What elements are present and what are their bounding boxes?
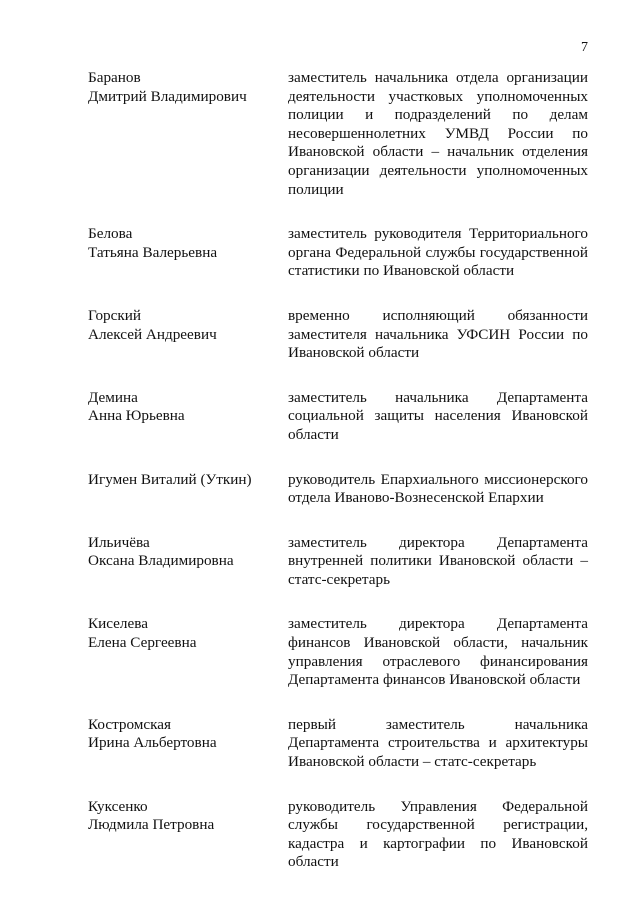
member-entry [88, 225, 588, 281]
member-given-names: Ирина Альбертовна [88, 734, 217, 752]
member-position: заместитель начальника Департамента социальной защиты населения Ивановской области [288, 388, 588, 443]
member-name [88, 798, 288, 872]
member-given-names: Алексей Андреевич [88, 325, 217, 343]
member-given-names: Дмитрий Владимирович [88, 87, 247, 105]
member-name [88, 389, 288, 445]
member-entry [88, 716, 588, 772]
member-position: первый заместитель начальника Департамента строительства и архитектуры Ивановской области – статс-секретарь [288, 715, 588, 771]
member-entry [88, 534, 588, 590]
member-position: временно исполняющий обязанности заместителя начальника УФСИН России по Ивановской области [288, 306, 588, 362]
member-name [88, 471, 288, 508]
member-entry [88, 615, 588, 689]
member-entry [88, 69, 588, 199]
members-list [88, 69, 588, 872]
member-given-names: Елена Сергеевна [88, 634, 197, 652]
member-surname: Куксенко [88, 797, 148, 815]
member-name [88, 69, 288, 199]
member-name [88, 534, 288, 590]
member-surname: Игумен Виталий (Уткин) [88, 470, 252, 488]
member-position: руководитель Управления Федеральной службы государственной регистрации, кадастра и картографии по Ивановской области [288, 797, 588, 871]
member-entry [88, 798, 588, 872]
member-surname: Костромская [88, 715, 172, 733]
member-position: заместитель руководителя Территориального органа Федеральной службы государственной статистики по Ивановской области [288, 225, 588, 280]
member-position: руководитель Епархиального миссионерского отдела Иваново-Вознесенской Епархии [288, 470, 588, 507]
member-position: заместитель начальника отдела организации деятельности участковых уполномоченных полиции и подразделений по делам несовершеннолетних УМВД России по Ивановской области – начальник отделения организации деятельности уполномоченных полиции [288, 69, 588, 198]
member-name [88, 225, 288, 281]
member-surname: Белова [88, 225, 133, 243]
member-surname: Киселева [88, 615, 148, 633]
page-number: 7 [581, 40, 588, 55]
member-entry [88, 389, 588, 445]
member-name [88, 716, 288, 772]
member-given-names: Анна Юрьевна [88, 407, 185, 425]
member-position: заместитель директора Департамента финансов Ивановской области, начальник управления отраслевого финансирования Департамента финансов Ивановской области [288, 615, 588, 689]
member-name [88, 615, 288, 689]
member-given-names: Татьяна Валерьевна [88, 243, 218, 261]
member-given-names: Людмила Петровна [88, 816, 215, 834]
member-entry [88, 471, 588, 508]
member-given-names: Оксана Владимировна [88, 552, 234, 570]
member-surname: Баранов [88, 69, 141, 86]
member-surname: Горский [88, 306, 142, 324]
member-surname: Ильичёва [88, 533, 150, 551]
member-name [88, 307, 288, 363]
member-surname: Демина [88, 388, 138, 406]
member-entry [88, 307, 588, 363]
member-position: заместитель директора Департамента внутренней политики Ивановской области – статс-секретарь [288, 533, 588, 588]
